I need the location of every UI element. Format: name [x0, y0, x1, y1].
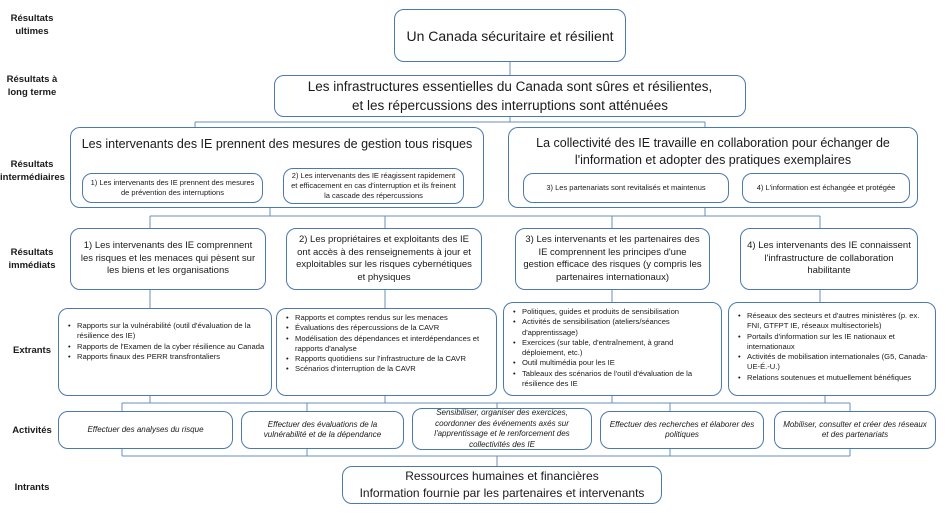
output-item: • Rapports finaux des PERR transfrontaliers: [77, 352, 265, 362]
output-item: • Tableaux des scénarios de l'outil d'évaluation de la résilience des IE: [522, 369, 715, 390]
long-term-outcome-line-1: Les infrastructures essentielles du Canada sont sûres et résilientes,: [307, 79, 713, 94]
output-item: • Scénarios d'interruption de la CAVR: [295, 364, 490, 374]
output-item: • Politiques, guides et produits de sensibilisation: [522, 307, 715, 317]
row-label-long-term: Résultats à long terme: [6, 74, 58, 98]
outputs-box-3: [503, 302, 722, 396]
output-item: • Activités de sensibilisation (ateliers/séances d'apprentissage): [522, 317, 715, 338]
outputs-box-4: [728, 302, 936, 396]
long-term-outcome-box: [274, 75, 746, 117]
output-item: • Outil multimédia pour les IE: [522, 358, 715, 368]
output-item: • Modélisation des dépendances et interdépendances et rapports d'analyse: [295, 334, 490, 355]
row-label-ultimate: Résultats ultimes: [10, 13, 54, 37]
intermediate-suboutcome-4: [742, 173, 910, 203]
activity-box-1: [58, 411, 233, 449]
outputs-box-1: [58, 308, 272, 396]
activity-text-2: Effectuer des évaluations de la vulnérabilité et de la dépendance: [263, 419, 382, 439]
activity-box-2: [241, 411, 404, 449]
intermediate-suboutcome-text-2: 2) Les intervenants des IE réagissent rapidement et efficacement en cas d'interruption et ils freinent la cascade des répercussions: [291, 171, 456, 200]
immediate-outcome-text-3: 3) Les intervenants et les partenaires des IE comprennent les principes d'une gestion efficace des risques (y compris les partenaires internationaux): [523, 234, 702, 283]
inputs-line-1: Ressources humaines et financières: [405, 469, 599, 483]
intermediate-suboutcome-text-4: 4) L'information est échangée et protégée: [756, 183, 896, 192]
output-item: • Rapports quotidiens sur l'infrastructure de la CAVR: [295, 354, 490, 364]
immediate-outcome-text-2: 2) Les propriétaires et exploitants des IE ont accès à des renseignements à jour et exploitables sur les risques cybernétiques et physiques: [296, 234, 472, 283]
immediate-outcome-text-1: 1) Les intervenants des IE comprennent les risques et les menaces qui pèsent sur les biens et les organisations: [80, 240, 256, 277]
ultimate-outcome-box: [394, 9, 626, 62]
long-term-outcome-line-2: et les répercussions des interruptions sont atténuées: [352, 98, 668, 113]
output-item: • Activités de mobilisation internationales (G5, Canada-UE-É.-U.): [747, 352, 929, 373]
output-item: • Rapports de l'Examen de la cyber résilience au Canada: [77, 342, 265, 352]
output-item: • Portails d'information sur les IE nationaux et internationaux: [747, 332, 929, 353]
immediate-outcome-3: [515, 228, 710, 290]
activity-text-3: Sensibiliser, organiser des exercices, coordonner des événements axés sur l'apprentissage et le renforcement des collectivités des IE: [434, 408, 570, 449]
activity-box-4: [600, 411, 764, 449]
ultimate-outcome-text: Un Canada sécuritaire et résilient: [406, 27, 614, 44]
immediate-outcome-1: [70, 228, 266, 290]
row-label-immediate: Résultats immédiats: [8, 247, 56, 271]
activity-text-4: Effectuer des recherches et élaborer des politiques: [609, 419, 755, 439]
immediate-outcome-2: [286, 228, 482, 290]
output-item: • Relations soutenues et mutuellement bénéfiques: [747, 373, 929, 383]
intermediate-outcome-title-2: La collectivité des IE travaille en collaboration pour échanger de l'information et adopter des pratiques exemplaires: [536, 136, 890, 167]
immediate-outcome-text-4: 4) Les intervenants des IE connaissent l'infrastructure de collaboration habilitante: [747, 240, 911, 277]
row-label-activities: Activités: [12, 425, 52, 436]
intermediate-suboutcome-text-1: 1) Les intervenants des IE prennent des mesures de prévention des interruptions: [90, 178, 255, 197]
activity-text-1: Effectuer des analyses du risque: [87, 424, 204, 434]
output-item: • Rapports et comptes rendus sur les menaces: [295, 313, 490, 323]
output-item: • Réseaux des secteurs et d'autres ministères (p. ex. FNI, GTFPT IE, réseaux multisectoriels): [747, 311, 929, 332]
activity-box-3: [412, 408, 592, 450]
intermediate-suboutcome-1: [82, 173, 263, 203]
intermediate-suboutcome-2: [283, 168, 464, 204]
intermediate-suboutcome-text-3: 3) Les partenariats sont revitalisés et maintenus: [546, 183, 706, 192]
immediate-outcome-4: [740, 228, 918, 290]
output-item: • Rapports sur la vulnérabilité (outil d'évaluation de la résilience des IE): [77, 321, 265, 342]
output-item: • Exercices (sur table, d'entraînement, à grand déploiement, etc.): [522, 338, 715, 359]
outputs-box-2: [276, 308, 497, 396]
inputs-line-2: Information fournie par les partenaires et intervenants: [359, 486, 645, 500]
activity-text-5: Mobiliser, consulter et créer des réseaux et des partenariats: [783, 419, 927, 439]
activity-box-5: [774, 411, 936, 449]
intermediate-outcome-title-1: Les intervenants des IE prennent des mesures de gestion tous risques: [81, 137, 473, 151]
row-label-outputs: Extrants: [12, 345, 51, 356]
row-label-inputs: Intrants: [14, 482, 50, 493]
intermediate-suboutcome-3: [523, 173, 729, 203]
output-item: • Évaluations des répercussions de la CAVR: [295, 323, 490, 333]
row-label-intermediate: Résultats intermédiaires: [0, 159, 65, 183]
inputs-box: [342, 466, 662, 504]
